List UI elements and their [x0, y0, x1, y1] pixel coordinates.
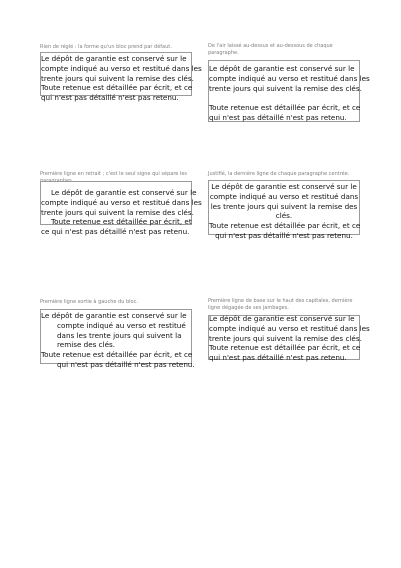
text-block-first-line-indent — [40, 181, 202, 237]
text-line: trente jours qui suivent la remise des clés. — [41, 207, 194, 217]
caption-line: paragraphe. — [208, 49, 239, 56]
caption-paragraph-spacing — [208, 43, 333, 56]
caption-line: Première ligne de base sur le haut des capitales, dernière — [208, 298, 353, 304]
text-line: compte indiqué au verso et restitué dans les — [209, 73, 370, 83]
text-line: qui n'est pas détaillé n'est pas retenu. — [41, 93, 179, 103]
caption-line: Première ligne en retrait ; c'est le seul signe qui sépare les — [40, 171, 187, 177]
caption-default: Rien de réglé : la forme qu'un bloc prend par défaut. — [40, 44, 172, 50]
text-line: les trente jours qui suivent la remise des — [210, 201, 358, 211]
text-line: remise des clés. — [57, 340, 116, 350]
text-line: ce qui n'est pas détaillé n'est pas retenu. — [41, 227, 190, 237]
text-line: Toute retenue est détaillée par écrit, et ce — [41, 83, 193, 93]
text-line: compte indiqué au verso et restitué dans les — [41, 63, 202, 73]
text-block-hanging-indent — [40, 309, 195, 369]
text-line: trente jours qui suivent la remise des clés. — [209, 83, 362, 93]
paragraph-gap — [209, 93, 359, 103]
text-line: qui n'est pas détaillé n'est pas retenu. — [57, 359, 195, 369]
text-line: qui n'est pas détaillé n'est pas retenu. — [209, 112, 347, 122]
text-line: Toute retenue est détaillée par écrit, et ce — [41, 350, 193, 360]
text-line: compte indiqué au verso et restitué dans les — [41, 197, 202, 207]
text-line: Le dépôt de garantie est conservé sur le — [211, 182, 357, 191]
text-line: compte indiqué au verso et restitué dans — [209, 191, 359, 201]
text-line: qui n'est pas détaillé n'est pas retenu. — [215, 230, 353, 240]
text-line: Toute retenue est détaillée par écrit, et ce — [209, 103, 361, 113]
text-line: Le dépôt de garantie est conservé sur le — [51, 188, 197, 197]
text-line: clés. — [275, 211, 293, 221]
text-line: Toute retenue est détaillée par écrit, et ce — [209, 221, 361, 231]
text-line: Toute retenue est détaillée par écrit, et — [51, 217, 192, 227]
text-line: qui n'est pas détaillé n'est pas retenu. — [209, 353, 347, 363]
text-line: Le dépôt de garantie est conservé sur le — [209, 64, 355, 73]
caption-line: ligne dégagée de ses jambages. — [208, 304, 289, 311]
text-line: Le dépôt de garantie est conservé sur le — [41, 311, 187, 320]
caption-trimmed-block — [208, 298, 352, 311]
text-block-trimmed — [208, 314, 370, 363]
caption-line: De l'air laissé au-dessus et au-dessous de chaque — [208, 43, 333, 49]
text-block-justified-centered — [208, 180, 361, 240]
text-line: Le dépôt de garantie est conservé sur le — [41, 54, 187, 63]
text-line: compte indiqué au verso et restitué — [57, 320, 186, 330]
text-block-paragraph-spacing — [208, 60, 370, 122]
caption-justified-centered: Justifié, la dernière ligne de chaque paragraphe centrée. — [208, 171, 350, 177]
text-block-default — [40, 52, 202, 103]
text-line: trente jours qui suivent la remise des clés. — [209, 333, 362, 343]
text-line: compte indiqué au verso et restitué dans les — [209, 323, 370, 333]
text-line: Le dépôt de garantie est conservé sur le — [209, 314, 355, 323]
caption-hanging-indent: Première ligne sortie à gauche du bloc. — [40, 299, 138, 305]
text-line: dans les trente jours qui suivent la — [57, 330, 182, 340]
text-line: Toute retenue est détaillée par écrit, et ce — [209, 343, 361, 353]
text-line: trente jours qui suivent la remise des clés. — [41, 73, 194, 83]
